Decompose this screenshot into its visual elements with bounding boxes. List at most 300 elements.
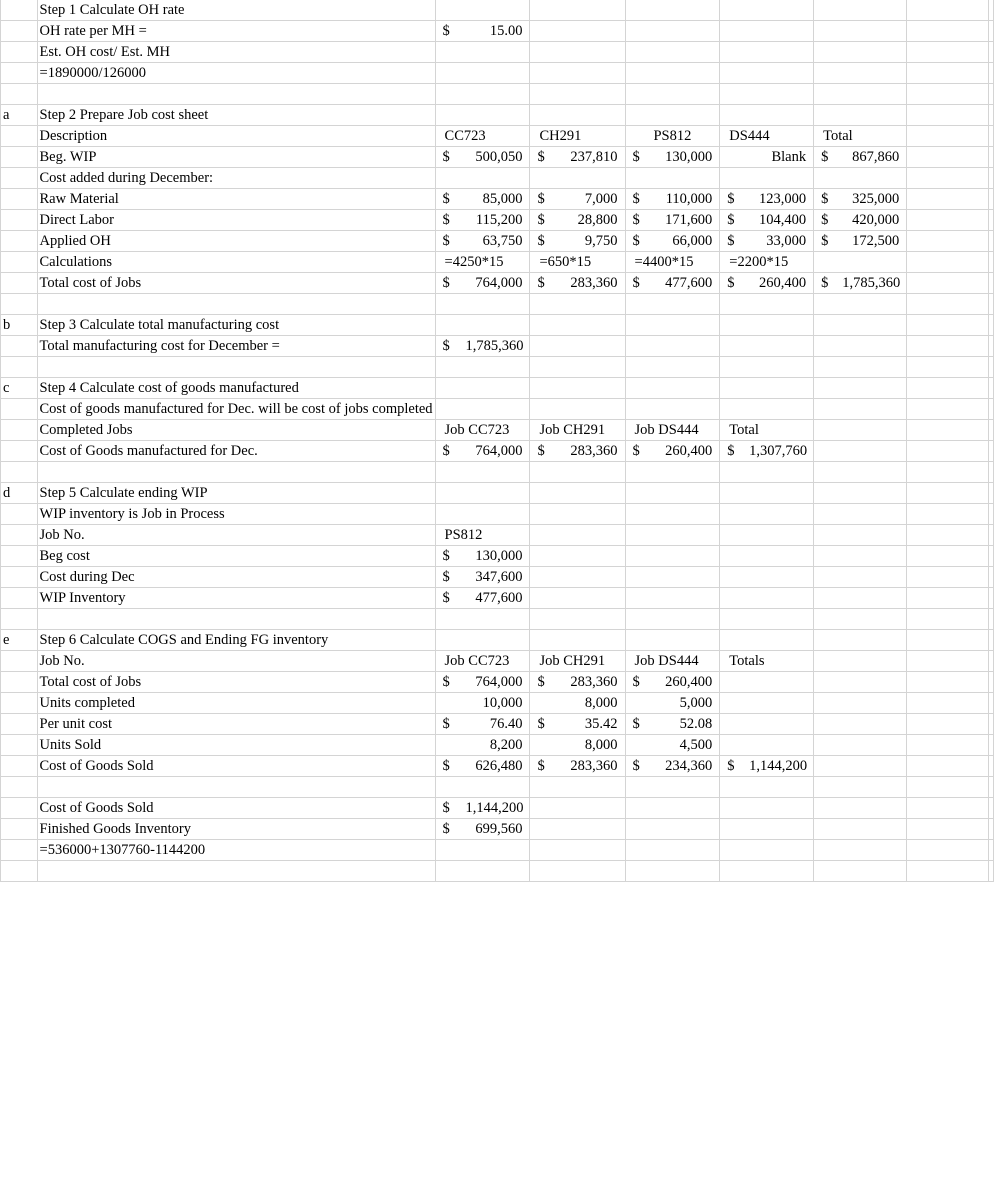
empty-cell[interactable] <box>989 798 994 819</box>
value-cell[interactable] <box>435 546 530 567</box>
section-letter-cell[interactable] <box>1 63 38 84</box>
value-cell[interactable] <box>907 147 989 168</box>
value-cell[interactable] <box>435 105 530 126</box>
value-cell[interactable] <box>907 168 989 189</box>
value-cell[interactable] <box>435 630 530 651</box>
value-cell[interactable] <box>720 378 814 399</box>
section-letter-cell[interactable] <box>1 357 38 378</box>
value-cell[interactable] <box>625 735 720 756</box>
value-cell[interactable] <box>814 483 907 504</box>
value-cell[interactable] <box>814 252 907 273</box>
value-cell[interactable] <box>814 399 907 420</box>
label-cell[interactable] <box>37 126 435 147</box>
empty-cell[interactable] <box>989 714 994 735</box>
section-letter-cell[interactable] <box>1 294 38 315</box>
value-cell[interactable] <box>435 840 530 861</box>
value-cell[interactable] <box>720 399 814 420</box>
empty-cell[interactable] <box>989 147 994 168</box>
empty-cell[interactable] <box>989 294 994 315</box>
value-cell[interactable] <box>530 483 625 504</box>
value-cell[interactable] <box>530 441 625 462</box>
value-cell[interactable] <box>814 798 907 819</box>
value-cell[interactable] <box>907 63 989 84</box>
value-cell[interactable] <box>435 84 530 105</box>
value-cell[interactable] <box>530 609 625 630</box>
empty-cell[interactable] <box>989 21 994 42</box>
value-cell[interactable] <box>814 672 907 693</box>
value-cell[interactable] <box>814 840 907 861</box>
value-cell[interactable] <box>530 63 625 84</box>
value-cell[interactable] <box>814 357 907 378</box>
value-cell[interactable] <box>625 756 720 777</box>
value-cell[interactable] <box>625 546 720 567</box>
value-cell[interactable] <box>530 126 625 147</box>
value-cell[interactable] <box>720 84 814 105</box>
label-cell[interactable] <box>37 756 435 777</box>
section-letter-cell[interactable] <box>1 462 38 483</box>
empty-cell[interactable] <box>989 399 994 420</box>
value-cell[interactable] <box>530 567 625 588</box>
empty-cell[interactable] <box>989 252 994 273</box>
empty-cell[interactable] <box>989 777 994 798</box>
value-cell[interactable] <box>625 378 720 399</box>
value-cell[interactable] <box>625 42 720 63</box>
label-cell[interactable] <box>37 420 435 441</box>
label-cell[interactable] <box>37 42 435 63</box>
value-cell[interactable] <box>907 777 989 798</box>
section-letter-cell[interactable] <box>1 441 38 462</box>
value-cell[interactable] <box>814 315 907 336</box>
value-cell[interactable] <box>814 42 907 63</box>
value-cell[interactable] <box>814 630 907 651</box>
value-cell[interactable] <box>625 714 720 735</box>
value-cell[interactable] <box>530 546 625 567</box>
value-cell[interactable] <box>625 294 720 315</box>
value-cell[interactable] <box>435 588 530 609</box>
value-cell[interactable] <box>530 168 625 189</box>
section-letter-cell[interactable] <box>1 840 38 861</box>
value-cell[interactable] <box>625 462 720 483</box>
section-letter-cell[interactable] <box>1 399 38 420</box>
label-cell[interactable] <box>37 504 435 525</box>
label-cell[interactable] <box>37 861 435 882</box>
empty-cell[interactable] <box>989 462 994 483</box>
value-cell[interactable] <box>720 609 814 630</box>
value-cell[interactable] <box>625 819 720 840</box>
value-cell[interactable] <box>907 672 989 693</box>
label-cell[interactable] <box>37 231 435 252</box>
value-cell[interactable] <box>435 294 530 315</box>
section-letter-cell[interactable]: d <box>1 483 38 504</box>
section-letter-cell[interactable] <box>1 756 38 777</box>
label-cell[interactable] <box>37 105 435 126</box>
value-cell[interactable] <box>720 735 814 756</box>
value-cell[interactable] <box>907 546 989 567</box>
label-cell[interactable] <box>37 336 435 357</box>
value-cell[interactable] <box>435 273 530 294</box>
empty-cell[interactable] <box>989 483 994 504</box>
value-cell[interactable] <box>720 168 814 189</box>
value-cell[interactable] <box>625 525 720 546</box>
value-cell[interactable] <box>530 189 625 210</box>
value-cell[interactable] <box>625 609 720 630</box>
empty-cell[interactable] <box>989 693 994 714</box>
value-cell[interactable] <box>625 63 720 84</box>
empty-cell[interactable] <box>989 441 994 462</box>
empty-cell[interactable] <box>989 231 994 252</box>
label-cell[interactable] <box>37 378 435 399</box>
value-cell[interactable] <box>435 672 530 693</box>
value-cell[interactable] <box>907 189 989 210</box>
value-cell[interactable] <box>907 315 989 336</box>
section-letter-cell[interactable] <box>1 567 38 588</box>
empty-cell[interactable] <box>989 546 994 567</box>
value-cell[interactable] <box>907 462 989 483</box>
value-cell[interactable] <box>720 756 814 777</box>
value-cell[interactable] <box>907 378 989 399</box>
value-cell[interactable] <box>814 147 907 168</box>
section-letter-cell[interactable] <box>1 84 38 105</box>
value-cell[interactable] <box>814 504 907 525</box>
value-cell[interactable] <box>625 273 720 294</box>
value-cell[interactable] <box>720 294 814 315</box>
value-cell[interactable] <box>907 42 989 63</box>
value-cell[interactable] <box>625 84 720 105</box>
section-letter-cell[interactable] <box>1 819 38 840</box>
empty-cell[interactable] <box>989 420 994 441</box>
empty-cell[interactable] <box>989 273 994 294</box>
value-cell[interactable] <box>907 525 989 546</box>
value-cell[interactable] <box>907 294 989 315</box>
value-cell[interactable] <box>530 147 625 168</box>
value-cell[interactable] <box>625 252 720 273</box>
value-cell[interactable] <box>907 357 989 378</box>
value-cell[interactable] <box>720 693 814 714</box>
label-cell[interactable] <box>37 399 435 420</box>
value-cell[interactable] <box>720 336 814 357</box>
section-letter-cell[interactable] <box>1 273 38 294</box>
value-cell[interactable] <box>625 672 720 693</box>
value-cell[interactable] <box>530 462 625 483</box>
value-cell[interactable] <box>625 357 720 378</box>
value-cell[interactable] <box>720 651 814 672</box>
value-cell[interactable] <box>435 231 530 252</box>
value-cell[interactable] <box>625 0 720 21</box>
section-letter-cell[interactable]: e <box>1 630 38 651</box>
value-cell[interactable] <box>720 231 814 252</box>
section-letter-cell[interactable] <box>1 588 38 609</box>
value-cell[interactable] <box>720 126 814 147</box>
value-cell[interactable] <box>720 105 814 126</box>
section-letter-cell[interactable]: c <box>1 378 38 399</box>
value-cell[interactable] <box>530 693 625 714</box>
value-cell[interactable] <box>530 378 625 399</box>
value-cell[interactable] <box>907 252 989 273</box>
value-cell[interactable] <box>814 861 907 882</box>
value-cell[interactable] <box>435 378 530 399</box>
value-cell[interactable] <box>435 420 530 441</box>
value-cell[interactable] <box>814 273 907 294</box>
value-cell[interactable] <box>907 567 989 588</box>
value-cell[interactable] <box>720 714 814 735</box>
value-cell[interactable] <box>907 630 989 651</box>
value-cell[interactable] <box>720 861 814 882</box>
value-cell[interactable] <box>625 567 720 588</box>
value-cell[interactable] <box>720 672 814 693</box>
value-cell[interactable] <box>530 294 625 315</box>
value-cell[interactable] <box>530 819 625 840</box>
value-cell[interactable] <box>530 861 625 882</box>
empty-cell[interactable] <box>989 651 994 672</box>
value-cell[interactable] <box>530 651 625 672</box>
value-cell[interactable] <box>720 189 814 210</box>
value-cell[interactable] <box>907 21 989 42</box>
value-cell[interactable] <box>907 504 989 525</box>
value-cell[interactable] <box>720 525 814 546</box>
value-cell[interactable] <box>625 105 720 126</box>
value-cell[interactable] <box>907 693 989 714</box>
value-cell[interactable] <box>720 483 814 504</box>
value-cell[interactable] <box>435 714 530 735</box>
value-cell[interactable] <box>720 588 814 609</box>
label-cell[interactable] <box>37 84 435 105</box>
value-cell[interactable] <box>907 588 989 609</box>
empty-cell[interactable] <box>989 189 994 210</box>
section-letter-cell[interactable] <box>1 189 38 210</box>
value-cell[interactable] <box>530 735 625 756</box>
value-cell[interactable] <box>814 294 907 315</box>
value-cell[interactable] <box>814 567 907 588</box>
value-cell[interactable] <box>435 441 530 462</box>
label-cell[interactable] <box>37 588 435 609</box>
value-cell[interactable] <box>625 399 720 420</box>
label-cell[interactable] <box>37 441 435 462</box>
value-cell[interactable] <box>530 315 625 336</box>
empty-cell[interactable] <box>989 861 994 882</box>
value-cell[interactable] <box>530 777 625 798</box>
value-cell[interactable] <box>530 588 625 609</box>
value-cell[interactable] <box>720 504 814 525</box>
value-cell[interactable] <box>720 840 814 861</box>
value-cell[interactable] <box>530 357 625 378</box>
value-cell[interactable] <box>625 168 720 189</box>
empty-cell[interactable] <box>989 525 994 546</box>
value-cell[interactable] <box>435 504 530 525</box>
label-cell[interactable] <box>37 798 435 819</box>
empty-cell[interactable] <box>989 84 994 105</box>
value-cell[interactable] <box>530 504 625 525</box>
label-cell[interactable] <box>37 315 435 336</box>
value-cell[interactable] <box>435 693 530 714</box>
value-cell[interactable] <box>625 126 720 147</box>
label-cell[interactable] <box>37 357 435 378</box>
value-cell[interactable] <box>625 189 720 210</box>
value-cell[interactable] <box>530 630 625 651</box>
value-cell[interactable] <box>435 861 530 882</box>
section-letter-cell[interactable] <box>1 735 38 756</box>
label-cell[interactable] <box>37 462 435 483</box>
value-cell[interactable] <box>435 525 530 546</box>
value-cell[interactable] <box>814 441 907 462</box>
value-cell[interactable] <box>720 546 814 567</box>
value-cell[interactable] <box>625 483 720 504</box>
section-letter-cell[interactable] <box>1 252 38 273</box>
value-cell[interactable] <box>814 693 907 714</box>
value-cell[interactable] <box>907 798 989 819</box>
value-cell[interactable] <box>435 609 530 630</box>
value-cell[interactable] <box>625 231 720 252</box>
section-letter-cell[interactable] <box>1 546 38 567</box>
value-cell[interactable] <box>720 630 814 651</box>
value-cell[interactable] <box>435 42 530 63</box>
label-cell[interactable] <box>37 714 435 735</box>
section-letter-cell[interactable] <box>1 861 38 882</box>
label-cell[interactable] <box>37 735 435 756</box>
section-letter-cell[interactable] <box>1 231 38 252</box>
value-cell[interactable] <box>814 609 907 630</box>
value-cell[interactable] <box>625 504 720 525</box>
section-letter-cell[interactable] <box>1 0 38 21</box>
value-cell[interactable] <box>435 735 530 756</box>
section-letter-cell[interactable] <box>1 798 38 819</box>
value-cell[interactable] <box>814 63 907 84</box>
value-cell[interactable] <box>625 315 720 336</box>
value-cell[interactable] <box>814 777 907 798</box>
empty-cell[interactable] <box>989 504 994 525</box>
value-cell[interactable] <box>530 840 625 861</box>
value-cell[interactable] <box>814 336 907 357</box>
empty-cell[interactable] <box>989 756 994 777</box>
value-cell[interactable] <box>907 861 989 882</box>
value-cell[interactable] <box>907 0 989 21</box>
value-cell[interactable] <box>720 462 814 483</box>
value-cell[interactable] <box>814 105 907 126</box>
value-cell[interactable] <box>625 798 720 819</box>
value-cell[interactable] <box>907 651 989 672</box>
value-cell[interactable] <box>530 210 625 231</box>
empty-cell[interactable] <box>989 210 994 231</box>
value-cell[interactable] <box>907 483 989 504</box>
value-cell[interactable] <box>814 420 907 441</box>
value-cell[interactable] <box>625 420 720 441</box>
value-cell[interactable] <box>814 21 907 42</box>
value-cell[interactable] <box>907 273 989 294</box>
empty-cell[interactable] <box>989 567 994 588</box>
empty-cell[interactable] <box>989 42 994 63</box>
value-cell[interactable] <box>907 399 989 420</box>
section-letter-cell[interactable] <box>1 504 38 525</box>
label-cell[interactable] <box>37 294 435 315</box>
value-cell[interactable] <box>530 714 625 735</box>
value-cell[interactable] <box>907 84 989 105</box>
value-cell[interactable] <box>625 588 720 609</box>
value-cell[interactable] <box>530 0 625 21</box>
value-cell[interactable] <box>435 819 530 840</box>
value-cell[interactable] <box>720 315 814 336</box>
label-cell[interactable] <box>37 630 435 651</box>
value-cell[interactable] <box>435 462 530 483</box>
section-letter-cell[interactable] <box>1 693 38 714</box>
value-cell[interactable] <box>720 441 814 462</box>
empty-cell[interactable] <box>989 672 994 693</box>
value-cell[interactable] <box>907 126 989 147</box>
value-cell[interactable] <box>435 21 530 42</box>
value-cell[interactable] <box>907 609 989 630</box>
section-letter-cell[interactable] <box>1 714 38 735</box>
value-cell[interactable] <box>907 210 989 231</box>
empty-cell[interactable] <box>989 840 994 861</box>
value-cell[interactable] <box>435 63 530 84</box>
value-cell[interactable] <box>625 441 720 462</box>
value-cell[interactable] <box>530 672 625 693</box>
value-cell[interactable] <box>530 273 625 294</box>
label-cell[interactable] <box>37 273 435 294</box>
value-cell[interactable] <box>625 840 720 861</box>
value-cell[interactable] <box>530 399 625 420</box>
value-cell[interactable] <box>530 252 625 273</box>
value-cell[interactable] <box>720 147 814 168</box>
value-cell[interactable] <box>435 651 530 672</box>
section-letter-cell[interactable] <box>1 168 38 189</box>
value-cell[interactable] <box>530 756 625 777</box>
value-cell[interactable] <box>435 210 530 231</box>
section-letter-cell[interactable]: a <box>1 105 38 126</box>
value-cell[interactable] <box>907 105 989 126</box>
value-cell[interactable] <box>435 567 530 588</box>
section-letter-cell[interactable] <box>1 525 38 546</box>
value-cell[interactable] <box>625 147 720 168</box>
value-cell[interactable] <box>814 525 907 546</box>
value-cell[interactable] <box>435 252 530 273</box>
label-cell[interactable] <box>37 210 435 231</box>
label-cell[interactable] <box>37 483 435 504</box>
value-cell[interactable] <box>907 336 989 357</box>
value-cell[interactable] <box>814 819 907 840</box>
value-cell[interactable] <box>720 63 814 84</box>
empty-cell[interactable] <box>989 336 994 357</box>
label-cell[interactable] <box>37 651 435 672</box>
empty-cell[interactable] <box>989 378 994 399</box>
value-cell[interactable] <box>814 84 907 105</box>
value-cell[interactable] <box>814 546 907 567</box>
section-letter-cell[interactable] <box>1 777 38 798</box>
label-cell[interactable] <box>37 525 435 546</box>
empty-cell[interactable] <box>989 0 994 21</box>
value-cell[interactable] <box>625 21 720 42</box>
value-cell[interactable] <box>435 147 530 168</box>
label-cell[interactable] <box>37 546 435 567</box>
value-cell[interactable] <box>907 756 989 777</box>
value-cell[interactable] <box>625 336 720 357</box>
value-cell[interactable] <box>435 399 530 420</box>
section-letter-cell[interactable] <box>1 336 38 357</box>
label-cell[interactable] <box>37 567 435 588</box>
empty-cell[interactable] <box>989 588 994 609</box>
value-cell[interactable] <box>814 651 907 672</box>
value-cell[interactable] <box>530 525 625 546</box>
value-cell[interactable] <box>625 210 720 231</box>
value-cell[interactable] <box>530 21 625 42</box>
section-letter-cell[interactable] <box>1 420 38 441</box>
value-cell[interactable] <box>530 231 625 252</box>
value-cell[interactable] <box>435 336 530 357</box>
value-cell[interactable] <box>720 210 814 231</box>
value-cell[interactable] <box>530 420 625 441</box>
value-cell[interactable] <box>814 378 907 399</box>
value-cell[interactable] <box>435 0 530 21</box>
label-cell[interactable] <box>37 189 435 210</box>
section-letter-cell[interactable]: b <box>1 315 38 336</box>
